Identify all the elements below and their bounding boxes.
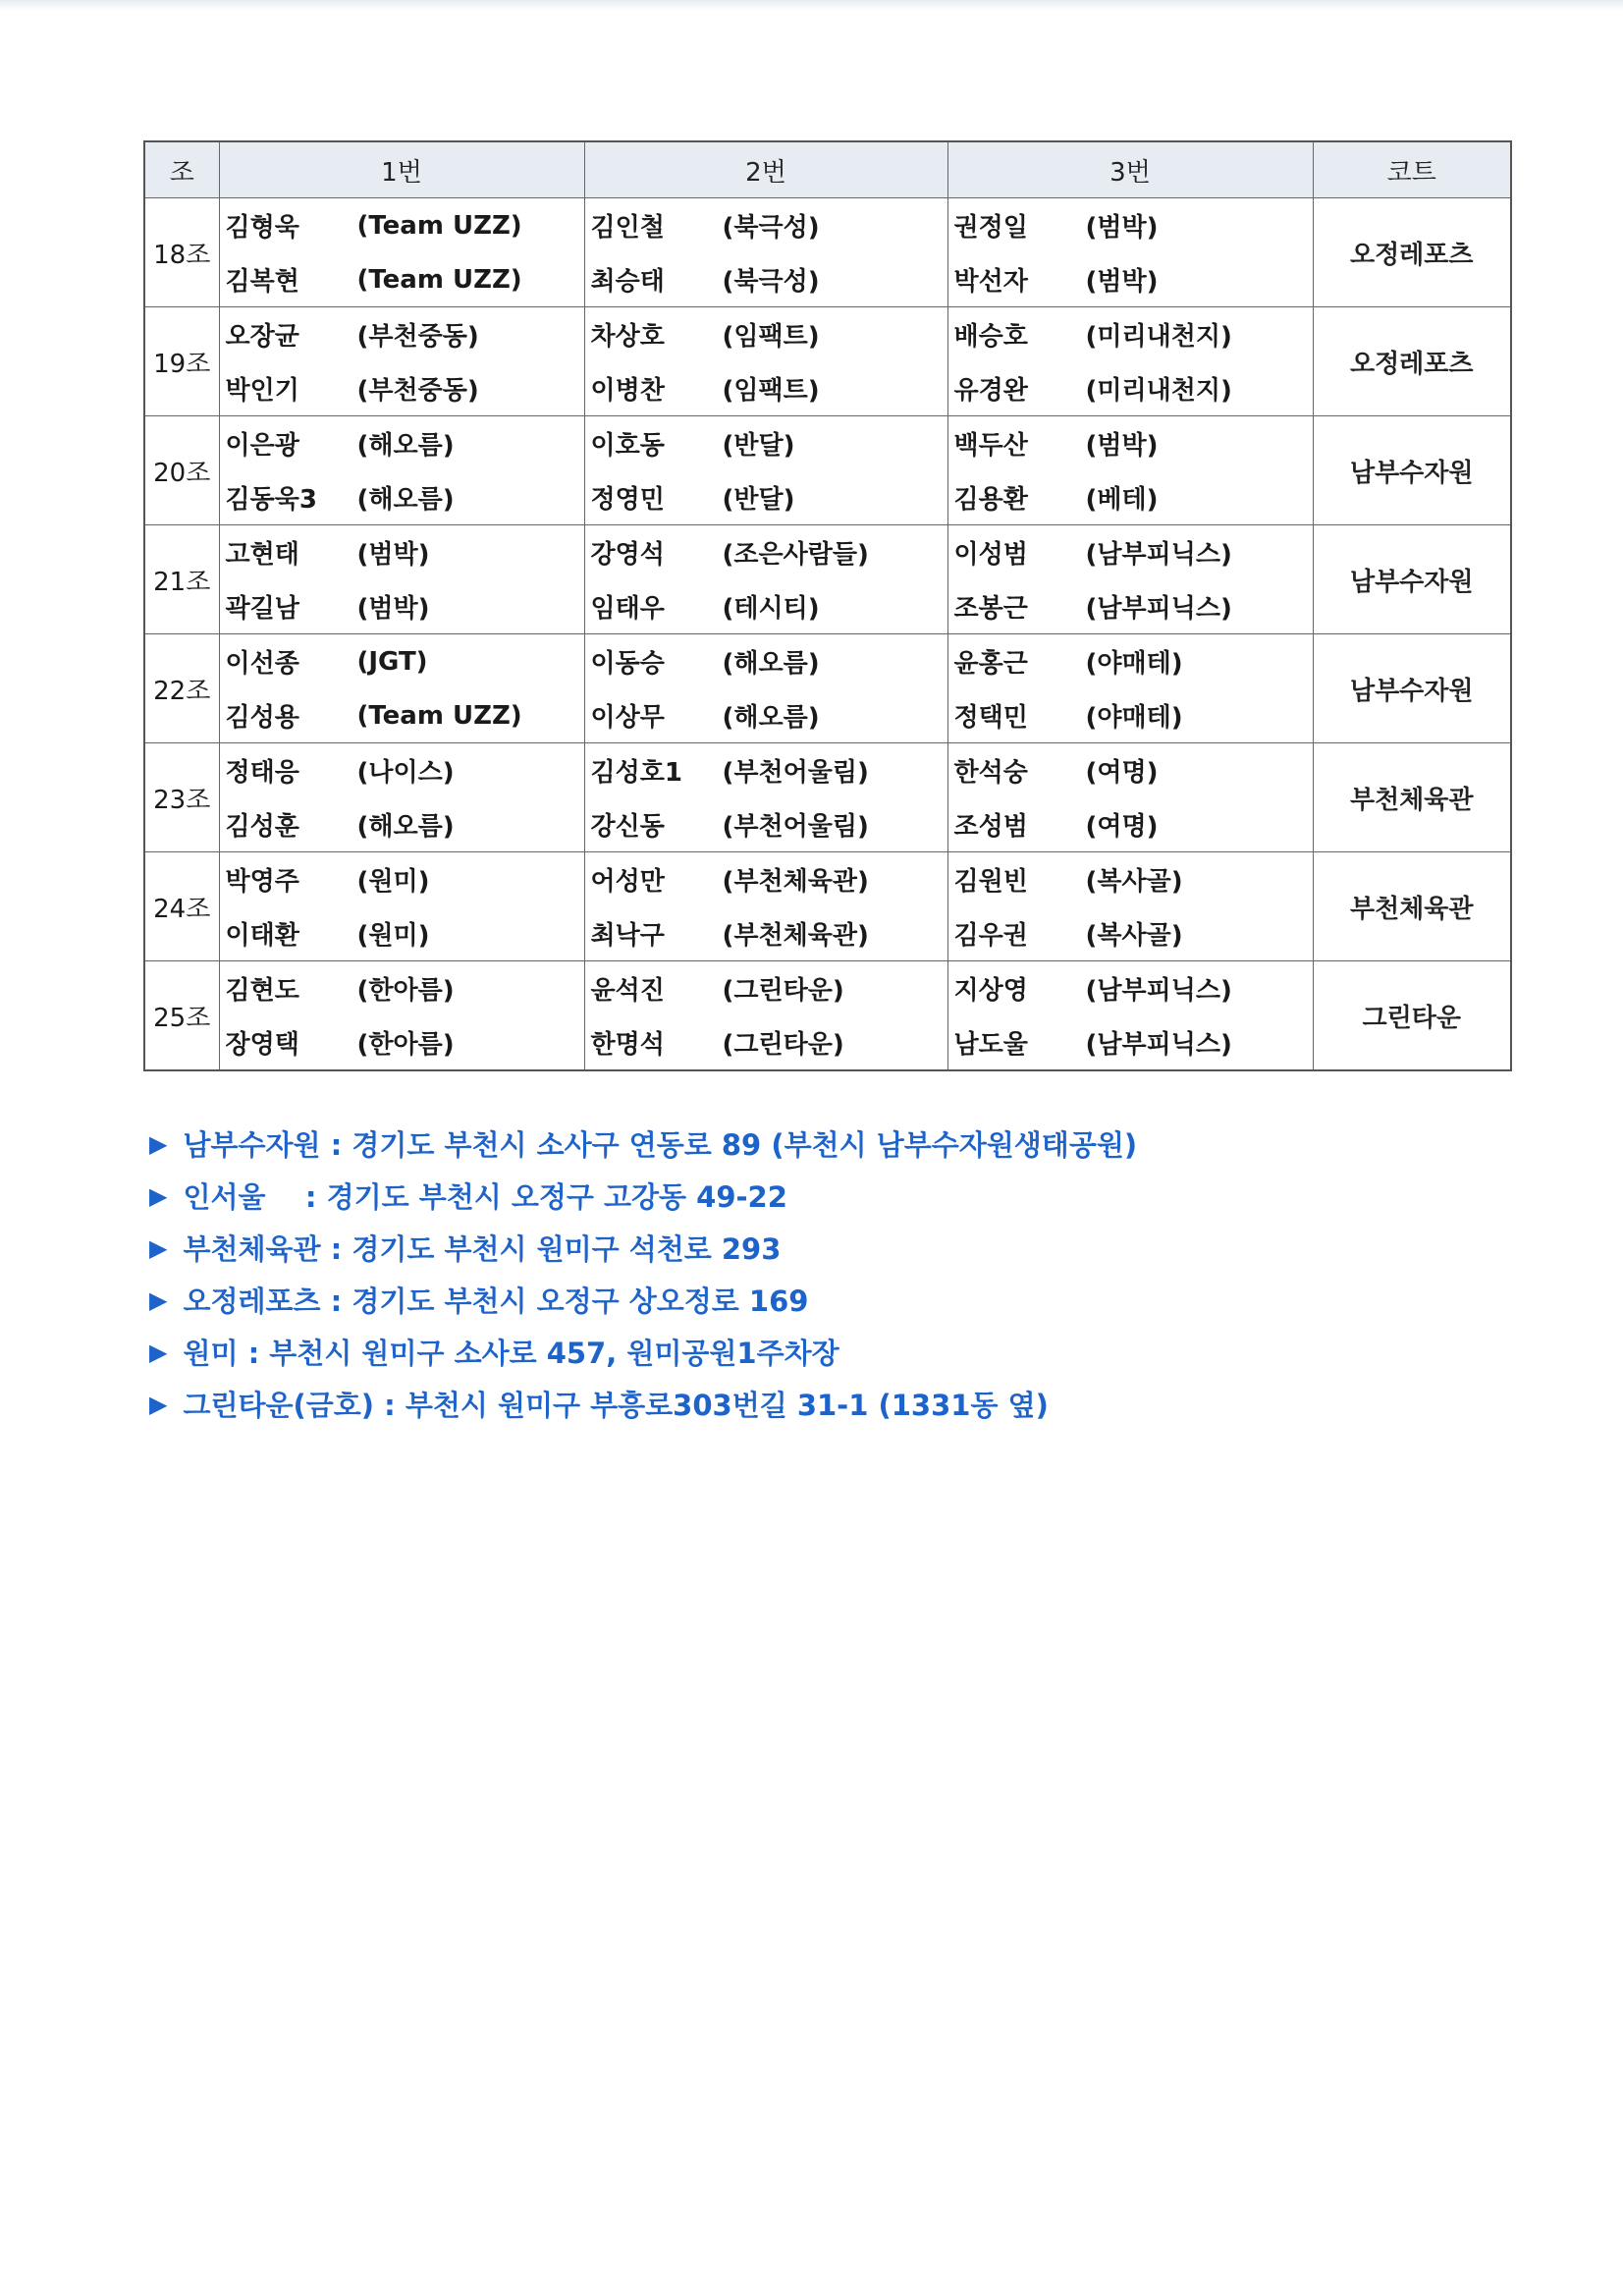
player-entry xyxy=(954,743,1313,797)
player-name: 이성범 xyxy=(953,540,1028,570)
player-entry xyxy=(226,961,584,1015)
player-club: (범박) xyxy=(356,594,430,624)
court-name: 그린타운 xyxy=(1313,961,1511,1071)
location-text: 인서울 : 경기도 부천시 오정구 고강동 49-22 xyxy=(183,1180,787,1214)
location-text: 남부수자원 : 경기도 부천시 소사구 연동로 89 (부천시 남부수자원생태공원) xyxy=(183,1128,1138,1162)
player-entry xyxy=(591,961,947,1015)
player-entry xyxy=(591,198,947,252)
player-name: 김우권 xyxy=(953,921,1028,951)
player-club: (해오름) xyxy=(722,703,820,733)
player-name: 고현태 xyxy=(225,540,299,570)
player-entry xyxy=(226,1015,584,1069)
player-club: (부천중동) xyxy=(356,322,479,352)
player-club: (임팩트) xyxy=(722,376,820,406)
player-entry xyxy=(954,688,1313,742)
player-entry xyxy=(954,525,1313,579)
group-label: 20조 xyxy=(144,416,219,525)
player-club: (야매테) xyxy=(1085,649,1183,679)
player-entry xyxy=(591,797,947,851)
player-entry xyxy=(226,579,584,633)
player-name: 이선종 xyxy=(225,649,299,679)
player-entry xyxy=(954,906,1313,960)
location-list xyxy=(149,1118,1137,1430)
player-name: 김원빈 xyxy=(953,867,1028,897)
player-club: (원미) xyxy=(356,921,430,951)
player-club: (복사골) xyxy=(1085,921,1183,951)
player-name: 김복현 xyxy=(225,267,299,297)
player-name: 차상호 xyxy=(590,322,665,352)
player-name: 이병찬 xyxy=(590,376,665,406)
table-row xyxy=(144,198,1511,307)
player-name: 배승호 xyxy=(953,322,1028,352)
header-court: 코트 xyxy=(1313,141,1511,198)
player-entry xyxy=(954,252,1313,306)
player-entry xyxy=(591,579,947,633)
arrow-right-icon: ▶ xyxy=(149,1285,168,1314)
player-club: (복사골) xyxy=(1085,867,1183,897)
court-name: 오정레포츠 xyxy=(1313,307,1511,416)
player-entry xyxy=(226,634,584,688)
player-club: (미리내천지) xyxy=(1085,322,1232,352)
player-name: 김성호1 xyxy=(590,758,682,788)
slot-3-cell xyxy=(947,852,1313,961)
location-text: 원미 : 부천시 원미구 소사로 457, 원미공원1주차장 xyxy=(183,1337,839,1370)
player-entry xyxy=(226,198,584,252)
location-text: 오정레포츠 : 경기도 부천시 오정구 상오정로 169 xyxy=(183,1285,809,1318)
player-entry xyxy=(591,361,947,415)
slot-2-cell xyxy=(584,634,947,743)
player-name: 김용환 xyxy=(953,485,1028,515)
table-row xyxy=(144,307,1511,416)
table-row xyxy=(144,634,1511,743)
group-label: 21조 xyxy=(144,525,219,634)
slot-3-cell xyxy=(947,525,1313,634)
arrow-right-icon: ▶ xyxy=(149,1390,168,1418)
player-entry xyxy=(226,906,584,960)
slot-2-cell xyxy=(584,525,947,634)
arrow-right-icon: ▶ xyxy=(149,1233,168,1262)
player-name: 조봉근 xyxy=(953,594,1028,624)
slot-2-cell xyxy=(584,743,947,852)
group-label: 22조 xyxy=(144,634,219,743)
player-entry xyxy=(954,852,1313,906)
player-club: (남부피닉스) xyxy=(1085,594,1232,624)
player-name: 강신동 xyxy=(590,812,665,842)
player-entry xyxy=(591,525,947,579)
location-item xyxy=(149,1378,1137,1430)
header-slot-3: 3번 xyxy=(947,141,1313,198)
slot-2-cell xyxy=(584,198,947,307)
player-club: (범박) xyxy=(356,540,430,570)
player-name: 이은광 xyxy=(225,431,299,461)
location-item xyxy=(149,1170,1137,1222)
player-name: 한명석 xyxy=(590,1030,665,1060)
player-name: 권정일 xyxy=(953,213,1028,243)
player-name: 박영주 xyxy=(225,867,299,897)
group-label: 18조 xyxy=(144,198,219,307)
player-entry xyxy=(954,198,1313,252)
table-row xyxy=(144,961,1511,1071)
slot-1-cell xyxy=(219,743,584,852)
player-entry xyxy=(954,307,1313,361)
player-entry xyxy=(226,797,584,851)
player-club: (한아름) xyxy=(356,976,455,1006)
player-club: (임팩트) xyxy=(722,322,820,352)
player-entry xyxy=(591,307,947,361)
player-name: 정택민 xyxy=(953,703,1028,733)
player-entry xyxy=(954,634,1313,688)
location-item xyxy=(149,1274,1137,1326)
player-name: 장영택 xyxy=(225,1030,299,1060)
player-entry xyxy=(226,361,584,415)
player-entry xyxy=(591,852,947,906)
player-name: 정태응 xyxy=(225,758,299,788)
player-club: (Team UZZ) xyxy=(356,700,522,731)
player-name: 이호동 xyxy=(590,431,665,461)
player-club: (부천체육관) xyxy=(722,921,869,951)
location-text: 부천체육관 : 경기도 부천시 원미구 석천로 293 xyxy=(183,1232,782,1266)
slot-1-cell xyxy=(219,961,584,1071)
table-header-row xyxy=(144,141,1511,198)
arrow-right-icon: ▶ xyxy=(149,1129,168,1158)
scan-edge xyxy=(0,0,1623,10)
player-name: 김인철 xyxy=(590,213,665,243)
slot-1-cell xyxy=(219,525,584,634)
slot-3-cell xyxy=(947,416,1313,525)
group-label: 19조 xyxy=(144,307,219,416)
group-label: 25조 xyxy=(144,961,219,1071)
slot-2-cell xyxy=(584,307,947,416)
player-club: (야매테) xyxy=(1085,703,1183,733)
player-name: 최승태 xyxy=(590,267,665,297)
player-club: (여명) xyxy=(1085,758,1159,788)
player-club: (반달) xyxy=(722,431,795,461)
player-club: (반달) xyxy=(722,485,795,515)
player-name: 박인기 xyxy=(225,376,299,406)
player-club: (북극성) xyxy=(722,213,820,243)
player-club: (범박) xyxy=(1085,431,1159,461)
court-name: 남부수자원 xyxy=(1313,525,1511,634)
group-label: 23조 xyxy=(144,743,219,852)
player-club: (Team UZZ) xyxy=(356,210,522,241)
player-club: (베테) xyxy=(1085,485,1159,515)
player-entry xyxy=(226,307,584,361)
player-name: 한석숭 xyxy=(953,758,1028,788)
slot-1-cell xyxy=(219,307,584,416)
player-entry xyxy=(954,1015,1313,1069)
player-club: (해오름) xyxy=(356,485,455,515)
player-name: 윤석진 xyxy=(590,976,665,1006)
player-club: (해오름) xyxy=(356,431,455,461)
player-club: (JGT) xyxy=(356,646,428,677)
player-club: (Team UZZ) xyxy=(356,264,522,295)
player-name: 김현도 xyxy=(225,976,299,1006)
header-group: 조 xyxy=(144,141,219,198)
player-entry xyxy=(226,470,584,524)
player-entry xyxy=(591,416,947,470)
player-entry xyxy=(226,525,584,579)
player-entry xyxy=(591,743,947,797)
player-name: 백두산 xyxy=(953,431,1028,461)
slot-3-cell xyxy=(947,307,1313,416)
player-club: (부천어울림) xyxy=(722,758,869,788)
location-text: 그린타운(금호) : 부천시 원미구 부흥로303번길 31-1 (1331동 옆) xyxy=(183,1389,1049,1422)
court-name: 남부수자원 xyxy=(1313,634,1511,743)
group-schedule-table xyxy=(143,140,1512,1071)
player-name: 박선자 xyxy=(953,267,1028,297)
player-name: 윤홍근 xyxy=(953,649,1028,679)
player-entry xyxy=(226,852,584,906)
slot-1-cell xyxy=(219,852,584,961)
player-club: (미리내천지) xyxy=(1085,376,1232,406)
player-entry xyxy=(954,579,1313,633)
player-entry xyxy=(954,797,1313,851)
player-club: (부천어울림) xyxy=(722,812,869,842)
header-slot-2: 2번 xyxy=(584,141,947,198)
group-label: 24조 xyxy=(144,852,219,961)
court-name: 부천체육관 xyxy=(1313,743,1511,852)
player-entry xyxy=(226,743,584,797)
player-club: (범박) xyxy=(1085,213,1159,243)
court-name: 부천체육관 xyxy=(1313,852,1511,961)
player-club: (테시티) xyxy=(722,594,820,624)
header-slot-1: 1번 xyxy=(219,141,584,198)
court-name: 오정레포츠 xyxy=(1313,198,1511,307)
player-club: (원미) xyxy=(356,867,430,897)
player-name: 김성용 xyxy=(225,703,299,733)
player-entry xyxy=(591,688,947,742)
slot-2-cell xyxy=(584,416,947,525)
player-club: (범박) xyxy=(1085,267,1159,297)
court-name: 남부수자원 xyxy=(1313,416,1511,525)
player-club: (남부피닉스) xyxy=(1085,976,1232,1006)
player-name: 김성훈 xyxy=(225,812,299,842)
player-entry xyxy=(226,416,584,470)
player-name: 유경완 xyxy=(953,376,1028,406)
arrow-right-icon: ▶ xyxy=(149,1181,168,1210)
player-entry xyxy=(591,906,947,960)
slot-3-cell xyxy=(947,961,1313,1071)
player-club: (나이스) xyxy=(356,758,455,788)
player-club: (남부피닉스) xyxy=(1085,1030,1232,1060)
player-entry xyxy=(954,361,1313,415)
player-name: 이태환 xyxy=(225,921,299,951)
table-body xyxy=(144,198,1511,1071)
player-club: (부천중동) xyxy=(356,376,479,406)
slot-2-cell xyxy=(584,961,947,1071)
player-club: (부천체육관) xyxy=(722,867,869,897)
player-name: 이상무 xyxy=(590,703,665,733)
player-club: (남부피닉스) xyxy=(1085,540,1232,570)
player-entry xyxy=(226,252,584,306)
slot-2-cell xyxy=(584,852,947,961)
player-name: 김형욱 xyxy=(225,213,299,243)
player-name: 강영석 xyxy=(590,540,665,570)
table-row xyxy=(144,416,1511,525)
player-name: 곽길남 xyxy=(225,594,299,624)
player-name: 오장균 xyxy=(225,322,299,352)
location-item xyxy=(149,1326,1137,1378)
player-name: 임태우 xyxy=(590,594,665,624)
location-item xyxy=(149,1222,1137,1274)
slot-3-cell xyxy=(947,198,1313,307)
player-name: 이동승 xyxy=(590,649,665,679)
player-club: (그린타운) xyxy=(722,976,844,1006)
player-entry xyxy=(954,961,1313,1015)
player-club: (조은사람들) xyxy=(722,540,869,570)
slot-1-cell xyxy=(219,416,584,525)
player-entry xyxy=(226,688,584,742)
player-entry xyxy=(954,470,1313,524)
player-entry xyxy=(591,252,947,306)
player-club: (여명) xyxy=(1085,812,1159,842)
player-club: (해오름) xyxy=(356,812,455,842)
table-row xyxy=(144,743,1511,852)
player-entry xyxy=(591,470,947,524)
player-name: 조성범 xyxy=(953,812,1028,842)
arrow-right-icon: ▶ xyxy=(149,1338,168,1366)
player-entry xyxy=(591,1015,947,1069)
player-name: 최낙구 xyxy=(590,921,665,951)
player-club: (해오름) xyxy=(722,649,820,679)
table-row xyxy=(144,525,1511,634)
player-name: 정영민 xyxy=(590,485,665,515)
location-item xyxy=(149,1118,1137,1170)
player-name: 어성만 xyxy=(590,867,665,897)
player-name: 지상영 xyxy=(953,976,1028,1006)
player-name: 남도울 xyxy=(953,1030,1028,1060)
player-club: (북극성) xyxy=(722,267,820,297)
player-entry xyxy=(591,634,947,688)
slot-3-cell xyxy=(947,634,1313,743)
slot-1-cell xyxy=(219,198,584,307)
player-club: (그린타운) xyxy=(722,1030,844,1060)
table-row xyxy=(144,852,1511,961)
slot-1-cell xyxy=(219,634,584,743)
player-name: 김동욱3 xyxy=(225,485,317,515)
player-club: (한아름) xyxy=(356,1030,455,1060)
player-entry xyxy=(954,416,1313,470)
slot-3-cell xyxy=(947,743,1313,852)
